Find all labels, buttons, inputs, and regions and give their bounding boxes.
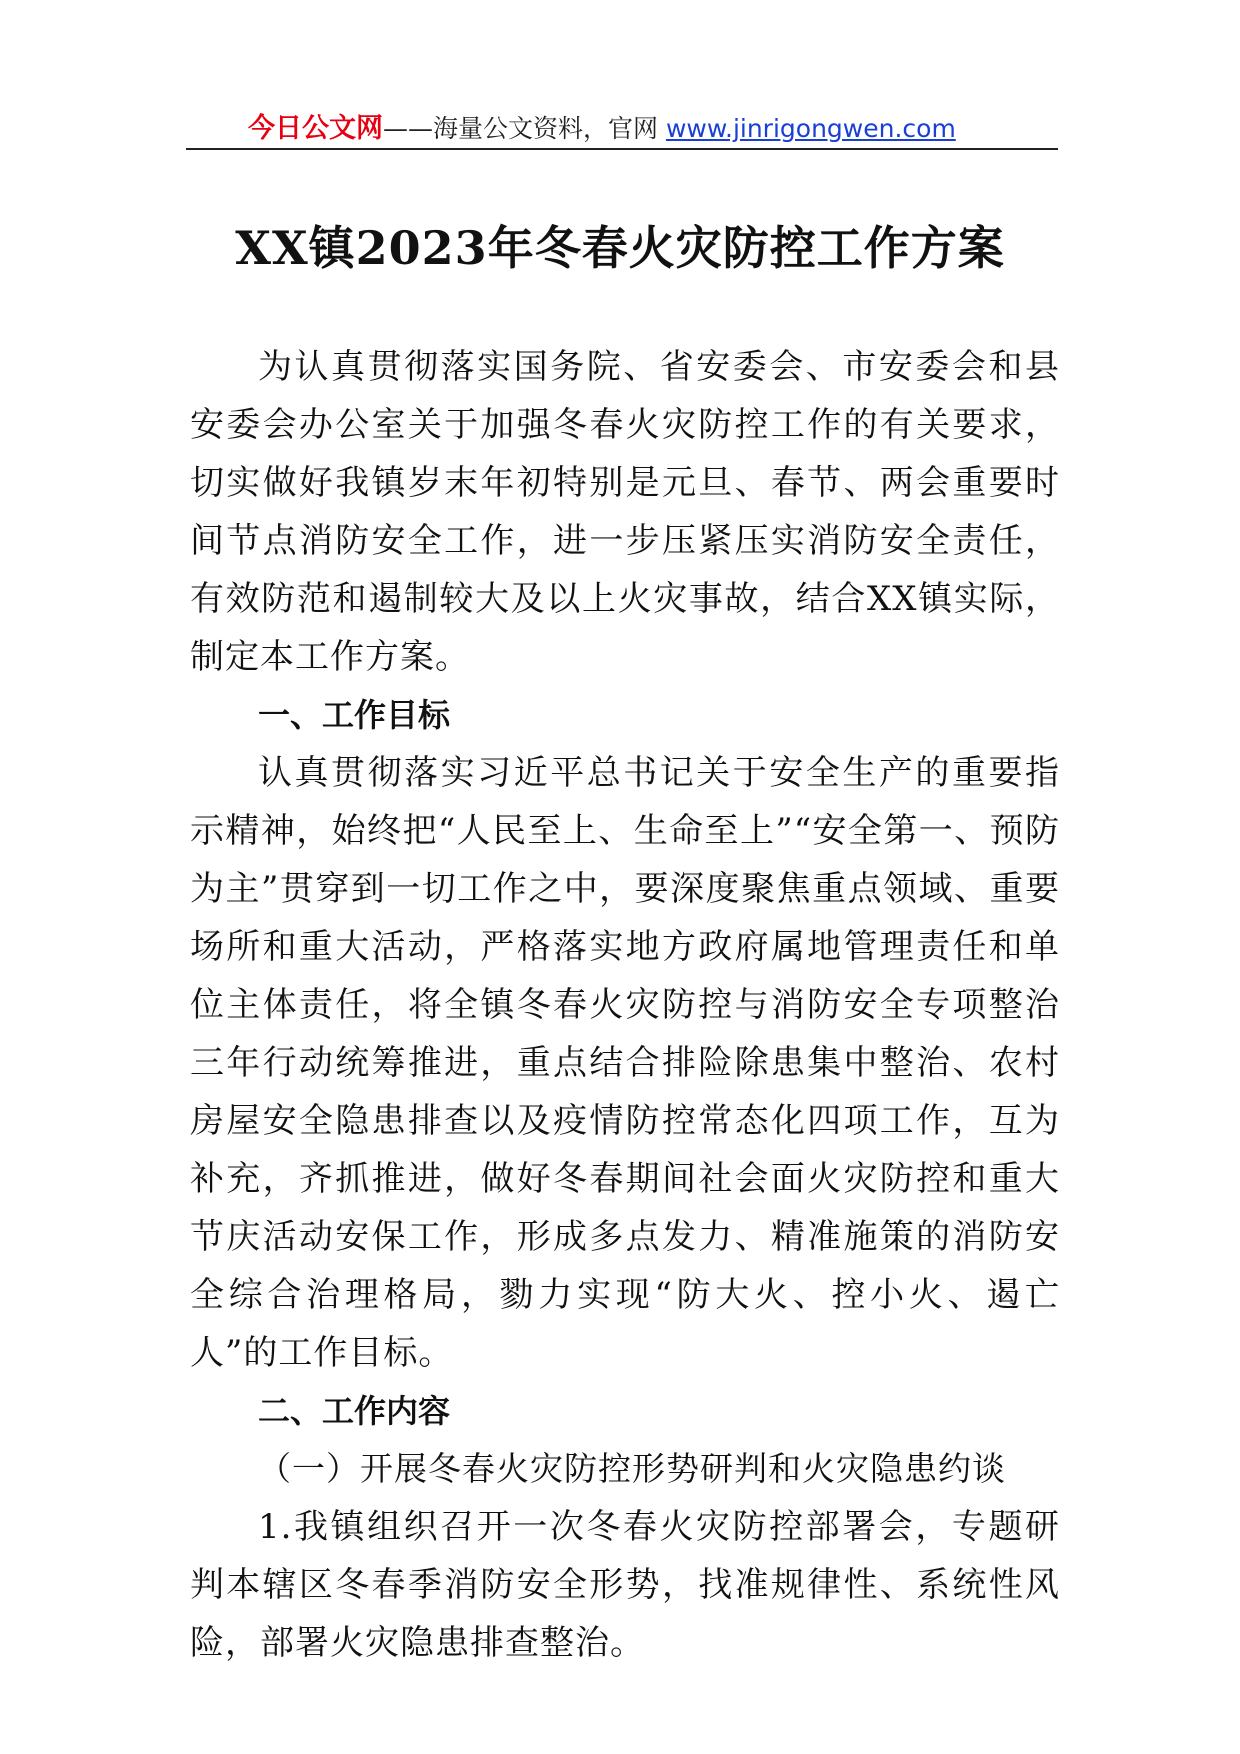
header-line [248,106,956,145]
item-1-paragraph: 1.我镇组织召开一次冬春火灾防控部署会，专题研判本辖区冬春季消防安全形势，找准规律性、系统性风险，部署火灾隐患排查整治。 [190,1507,1060,1663]
brand-name: 今日公文网 [248,113,383,144]
intro-paragraph: 为认真贯彻落实国务院、省安委会、市安委会和县安委会办公室关于加强冬春火灾防控工作的有关要求，切实做好我镇岁末年初特别是元旦、春节、两会重要时间节点消防安全工作，进一步压紧压实消防安全责任，有效防范和遏制较大及以上火灾事故，结合XX镇实际，制定本工作方案。 [190,347,1060,677]
document-title: XX镇2023年冬春火灾防控工作方案 [235,221,1005,275]
section-heading-goals: 一、工作目标 [258,696,451,734]
website-link[interactable]: www.jinrigongwen.com [665,114,956,143]
subsection-heading-1: （一）开展冬春火灾防控形势研判和火灾隐患约谈 [258,1449,1006,1488]
section-heading-content: 二、工作内容 [258,1392,451,1430]
document-body [190,338,1060,1672]
header-slogan: ——海量公文资料，官网 [383,114,666,143]
goals-paragraph: 认真贯彻落实习近平总书记关于安全生产的重要指示精神，始终把“人民至上、生命至上”“安全第一、预防为主”贯穿到一切工作之中，要深度聚焦重点领域、重要场所和重大活动，严格落实地方政府属地管理责任和单位主体责任，将全镇冬春火灾防控与消防安全专项整治三年行动统筹推进，重点结合排险除患集中整治、农村房屋安全隐患排查以及疫情防控常态化四项工作，互为补充，齐抓推进，做好冬春期间社会面火灾防控和重大节庆活动安保工作，形成多点发力、精准施策的消防安全综合治理格局，勠力实现“防大火、控小火、遏亡人”的工作目标。 [190,753,1060,1373]
page-header [186,104,1058,150]
